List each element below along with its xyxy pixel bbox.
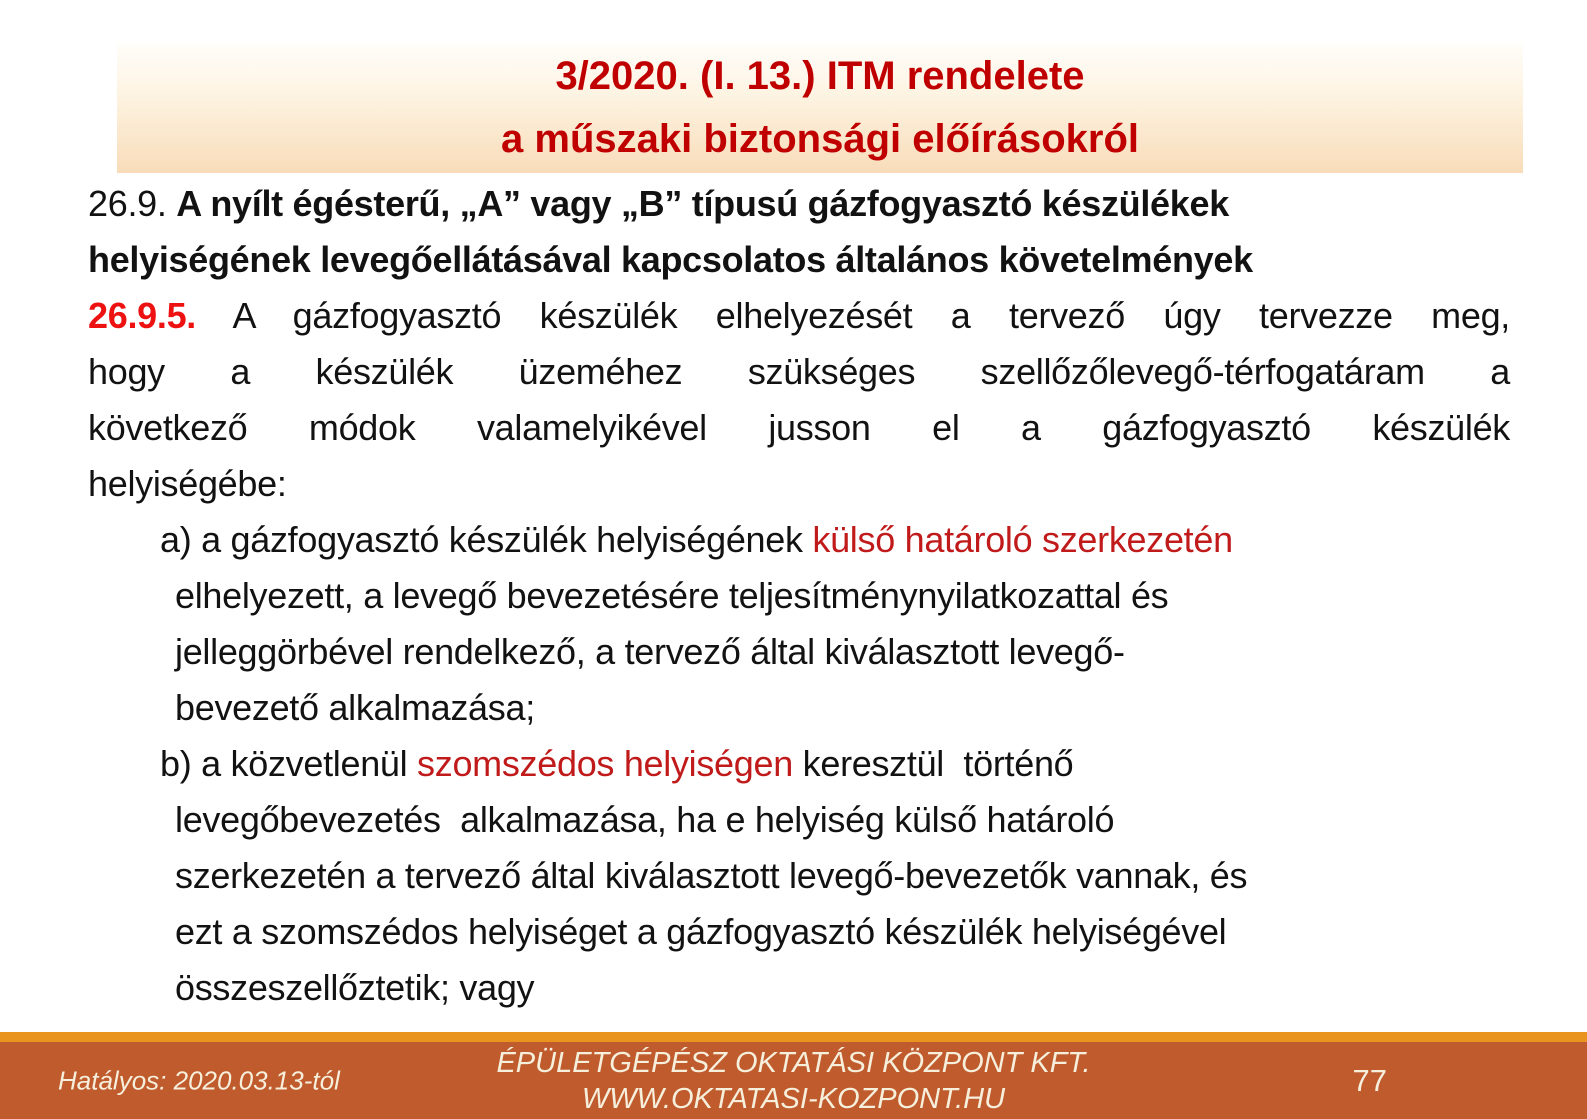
clause-line-4: helyiségébe:: [88, 463, 287, 504]
section-heading-bold-1: A nyílt égésterű, „A” vagy „B” típusú gázfogyasztó készülékek: [176, 183, 1229, 224]
item-b-line-2: levegőbevezetés alkalmazása, ha e helyiség külső határoló: [175, 799, 1115, 840]
body-text: [88, 176, 1510, 1016]
page-number: 77: [1352, 1062, 1387, 1098]
footer: [0, 1032, 1587, 1119]
title-line-2: a műszaki biztonsági előírásokról: [501, 117, 1139, 161]
clause-line-2: hogy a készülék üzeméhez szükséges szellőzőlevegő-térfogatáram a: [88, 351, 1510, 392]
footer-organization: [0, 1045, 1587, 1117]
item-b-text-pre: b) a közvetlenül: [160, 743, 418, 784]
clause-line-1-text: A gázfogyasztó készülék elhelyezését a tervező úgy tervezze meg,: [196, 295, 1510, 336]
title-banner: [117, 42, 1523, 173]
footer-org-name: ÉPÜLETGÉPÉSZ OKTATÁSI KÖZPONT KFT.: [496, 1046, 1091, 1079]
item-a-line-3: jelleggörbével rendelkező, a tervező által kiválasztott levegő-: [175, 631, 1125, 672]
item-a-red-highlight: külső határoló szerkezetén: [812, 519, 1233, 560]
title-line-1: 3/2020. (I. 13.) ITM rendelete: [555, 54, 1085, 98]
footer-org-website: WWW.OKTATASI-KOZPONT.HU: [581, 1082, 1006, 1115]
footer-effective-date: Hatályos: 2020.03.13-tól: [58, 1065, 340, 1095]
item-a-text: a) a gázfogyasztó készülék helyiségének: [160, 519, 813, 560]
section-number: 26.9.: [88, 183, 177, 224]
item-b-line-3: szerkezetén a tervező által kiválasztott levegő-bevezetők vannak, és: [175, 855, 1248, 896]
item-b-line-1: [88, 736, 1510, 792]
item-a-line-2: elhelyezett, a levegő bevezetésére teljesítménynyilatkozattal és: [175, 575, 1169, 616]
item-b-text-post: keresztül történő: [792, 743, 1074, 784]
clause-number: 26.9.5.: [88, 295, 196, 336]
item-a-line-4: bevezető alkalmazása;: [175, 687, 535, 728]
footer-bar: [0, 1042, 1587, 1119]
item-b-line-4: ezt a szomszédos helyiséget a gázfogyasztó készülék helyiségével: [175, 911, 1227, 952]
item-b-red-highlight: szomszédos helyiségen: [417, 743, 793, 784]
section-heading-line-1: [88, 176, 1510, 232]
section-heading-line-2: helyiségének levegőellátásával kapcsolatos általános követelmények: [88, 239, 1253, 280]
footer-accent-strip: [0, 1032, 1587, 1042]
clause-line-3: következő módok valamelyikével jusson el a gázfogyasztó készülék: [88, 407, 1510, 448]
clause-line-1: [88, 288, 1510, 344]
item-a-line-1: [88, 512, 1510, 568]
item-b-line-5: összeszellőztetik; vagy: [175, 967, 535, 1008]
